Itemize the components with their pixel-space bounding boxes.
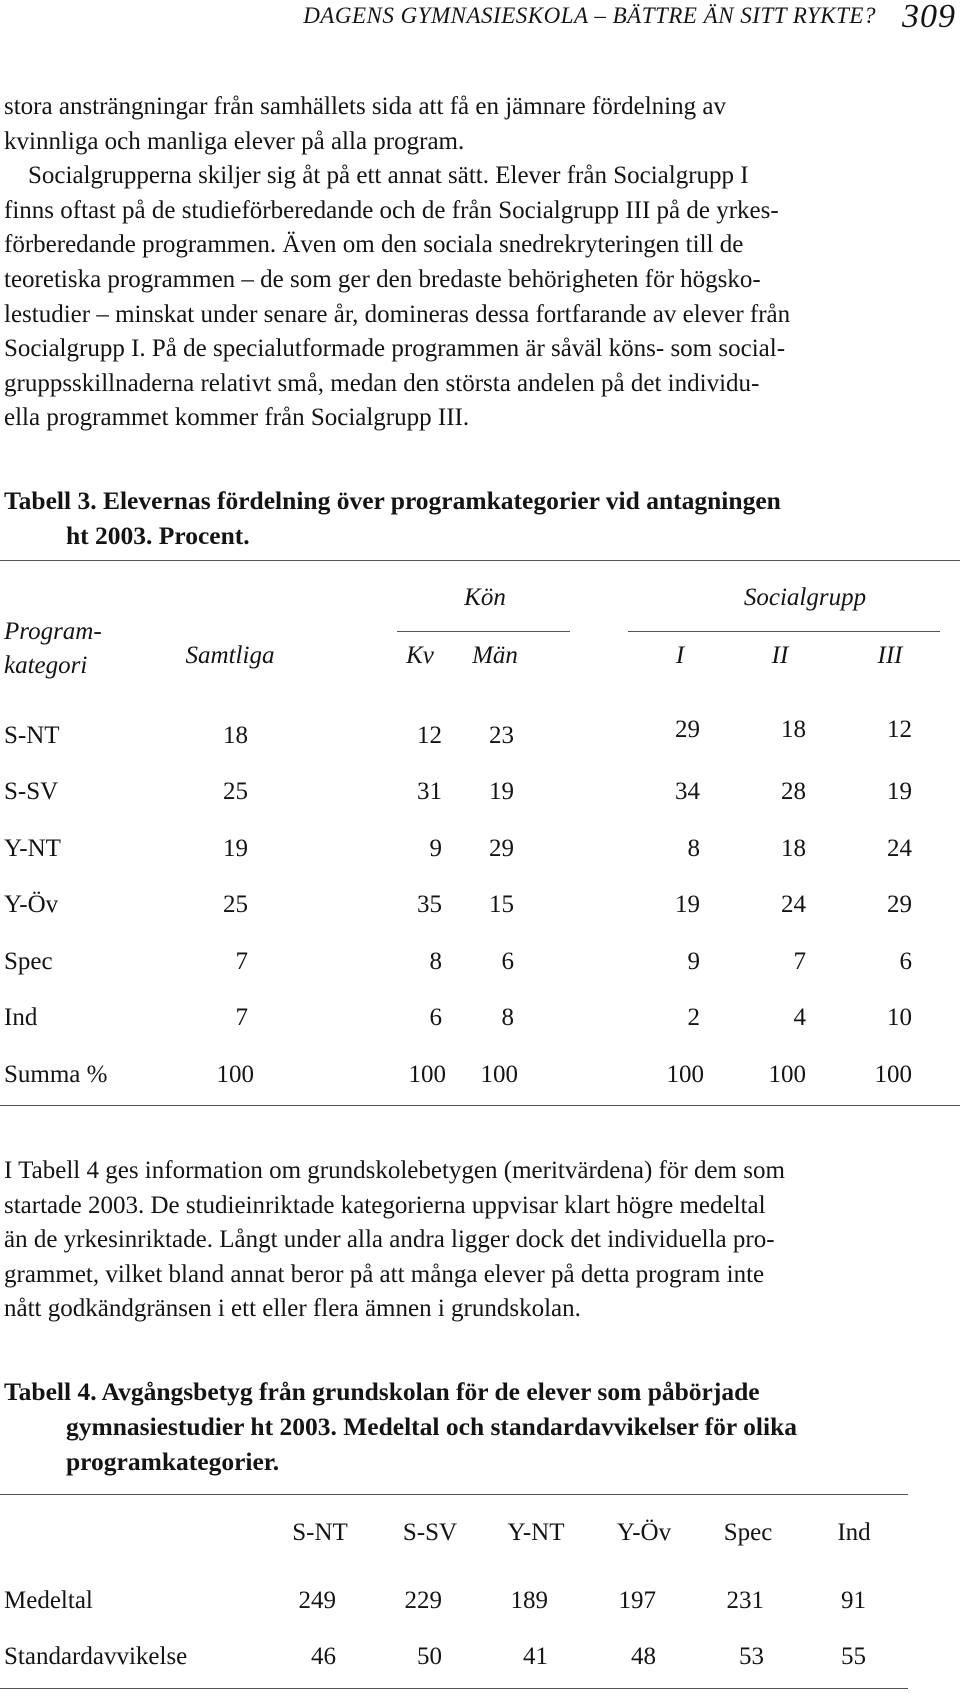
cell-kv: 8 (429, 948, 442, 975)
cell-sg1: 19 (675, 891, 700, 918)
table-bottom-rule (0, 1688, 908, 1689)
cell-sg1: 9 (687, 948, 700, 975)
cell-kv: 31 (417, 778, 442, 805)
cell-sg2: 24 (781, 891, 806, 918)
row-label: Standardavvikelse (4, 1643, 188, 1670)
col-header-sg2: II (771, 642, 789, 669)
row-label: Y-NT (4, 835, 61, 862)
text-line: teoretiska programmen – de som ger den bredaste behörigheten för högsko- (4, 265, 761, 293)
col-header-spec: Spec (723, 1519, 773, 1546)
caption-line: gymnasiestudier ht 2003. Medeltal och standardavvikelser för olika (66, 1412, 798, 1441)
cell-sg3: 10 (887, 1004, 912, 1031)
cell-kv: 9 (429, 835, 442, 862)
running-header (0, 0, 960, 40)
cell-man: 100 (480, 1061, 518, 1088)
cell-sg3: 12 (887, 716, 912, 743)
table-3-caption (4, 483, 781, 553)
col-header-yov: Y-Öv (616, 1519, 672, 1546)
text-line: nått godkändgränsen i ett eller flera ämnen i grundskolan. (4, 1295, 581, 1323)
cell-kv: 12 (417, 722, 442, 749)
cell-samtliga: 18 (223, 722, 248, 749)
caption-line: Tabell 3. Elevernas fördelning över programkategorier vid antagningen (4, 486, 781, 515)
cell-sg2: 7 (793, 948, 806, 975)
text-line: ella programmet kommer från Socialgrupp III. (4, 404, 470, 432)
col-header-sg1: I (675, 642, 685, 669)
text-line: förberedande programmen. Även om den sociala snedrekryteringen till de (4, 231, 744, 259)
row-label: Summa % (4, 1061, 108, 1088)
text-line: Socialgrupperna skiljer sig åt på ett annat sätt. Elever från Socialgrupp I (28, 162, 749, 190)
cell-man: 29 (489, 835, 514, 862)
row-label: Y-Öv (4, 891, 59, 918)
cell-sg3: 100 (874, 1061, 912, 1088)
cell-sg2: 4 (793, 1004, 806, 1031)
page-number: 309 (902, 0, 956, 35)
cell-sg1: 34 (675, 778, 700, 805)
cell-ynt: 41 (523, 1643, 548, 1670)
cell-ynt: 189 (510, 1587, 548, 1614)
cell-sg1: 29 (675, 716, 700, 743)
cell-man: 15 (489, 891, 514, 918)
group-header-socialgrupp: Socialgrupp (743, 584, 867, 611)
text-line: grammet, vilket bland annat beror på att många elever på detta program inte (4, 1260, 765, 1288)
cell-kv: 35 (417, 891, 442, 918)
cell-snt: 46 (311, 1643, 336, 1670)
cell-samtliga: 19 (223, 835, 248, 862)
cell-man: 8 (501, 1004, 514, 1031)
text-line: gruppsskillnaderna relativt små, medan den största andelen på det individu- (4, 369, 760, 397)
col-header-snt: S-NT (292, 1519, 348, 1546)
row-label: Ind (4, 1004, 38, 1031)
stub-header-line: Program- (4, 618, 102, 645)
cell-spec: 231 (726, 1587, 764, 1614)
caption-line: programkategorier. (66, 1447, 280, 1476)
table-top-rule (0, 560, 960, 561)
stub-header-line: kategori (4, 652, 88, 679)
col-header-ynt: Y-NT (507, 1519, 565, 1546)
body-paragraph-2 (4, 1154, 958, 1327)
cell-sg3: 29 (887, 891, 912, 918)
cell-samtliga: 7 (235, 1004, 248, 1031)
caption-line: Tabell 4. Avgångsbetyg från grundskolan för de elever som påbörjade (4, 1377, 760, 1406)
text-line: I Tabell 4 ges information om grundskolebetygen (meritvärdena) för dem som (4, 1157, 785, 1184)
running-title: DAGENS GYMNASIESKOLA – BÄTTRE ÄN SITT RYKTE? (303, 3, 876, 28)
col-header-sg3: III (877, 642, 903, 669)
col-header-man: Män (472, 642, 518, 669)
cell-sg3: 19 (887, 778, 912, 805)
group-rule-kon (397, 631, 570, 632)
row-label: Spec (4, 948, 53, 975)
text-line: kvinnliga och manliga elever på alla program. (4, 127, 465, 155)
cell-samtliga: 100 (216, 1061, 254, 1088)
text-line: än de yrkesinriktade. Långt under alla andra ligger dock det individuella pro- (4, 1226, 775, 1254)
cell-kv: 100 (408, 1061, 446, 1088)
text-line: stora ansträngningar från samhällets sida att få en jämnare fördelning av (4, 93, 726, 120)
cell-man: 23 (489, 722, 514, 749)
table-bottom-rule (0, 1105, 960, 1106)
cell-man: 6 (501, 948, 514, 975)
cell-samtliga: 25 (223, 891, 248, 918)
cell-sg2: 28 (781, 778, 806, 805)
table-top-rule (0, 1494, 908, 1495)
body-paragraph-1 (4, 90, 958, 436)
cell-sg2: 100 (768, 1061, 806, 1088)
cell-sg2: 18 (781, 835, 806, 862)
col-header-ind: Ind (837, 1519, 871, 1546)
table-4-caption (4, 1374, 797, 1479)
cell-spec: 53 (739, 1643, 764, 1670)
text-line: startade 2003. De studieinriktade kategorierna uppvisar klart högre medeltal (4, 1191, 766, 1219)
cell-samtliga: 25 (223, 778, 248, 805)
text-line: lestudier – minskat under senare år, domineras dessa fortfarande av elever från (4, 300, 791, 328)
cell-sg1: 8 (687, 835, 700, 862)
col-header-samtliga: Samtliga (185, 642, 275, 669)
cell-sg3: 24 (887, 835, 912, 862)
cell-yov: 197 (618, 1587, 656, 1614)
cell-kv: 6 (429, 1004, 442, 1031)
row-label: S-NT (4, 722, 60, 749)
cell-sg3: 6 (899, 948, 912, 975)
cell-yov: 48 (631, 1643, 656, 1670)
group-rule-socialgrupp (628, 631, 940, 632)
cell-samtliga: 7 (235, 948, 248, 975)
col-header-ssv: S-SV (402, 1519, 458, 1546)
text-line: finns oftast på de studieförberedande och de från Socialgrupp III på de yrkes- (4, 196, 779, 224)
col-header-kv: Kv (406, 642, 434, 669)
text-line: Socialgrupp I. På de specialutformade programmen är såväl köns- som social- (4, 335, 786, 363)
row-label: Medeltal (4, 1587, 93, 1614)
cell-sg2: 18 (781, 716, 806, 743)
cell-ind: 91 (841, 1587, 866, 1614)
cell-snt: 249 (298, 1587, 336, 1614)
cell-sg1: 2 (687, 1004, 700, 1031)
row-label: S-SV (4, 778, 59, 805)
cell-ind: 55 (841, 1643, 866, 1670)
caption-line: ht 2003. Procent. (66, 521, 250, 550)
cell-ssv: 50 (417, 1643, 442, 1670)
group-header-kon: Kön (464, 584, 506, 611)
cell-sg1: 100 (666, 1061, 704, 1088)
cell-man: 19 (489, 778, 514, 805)
cell-ssv: 229 (404, 1587, 442, 1614)
